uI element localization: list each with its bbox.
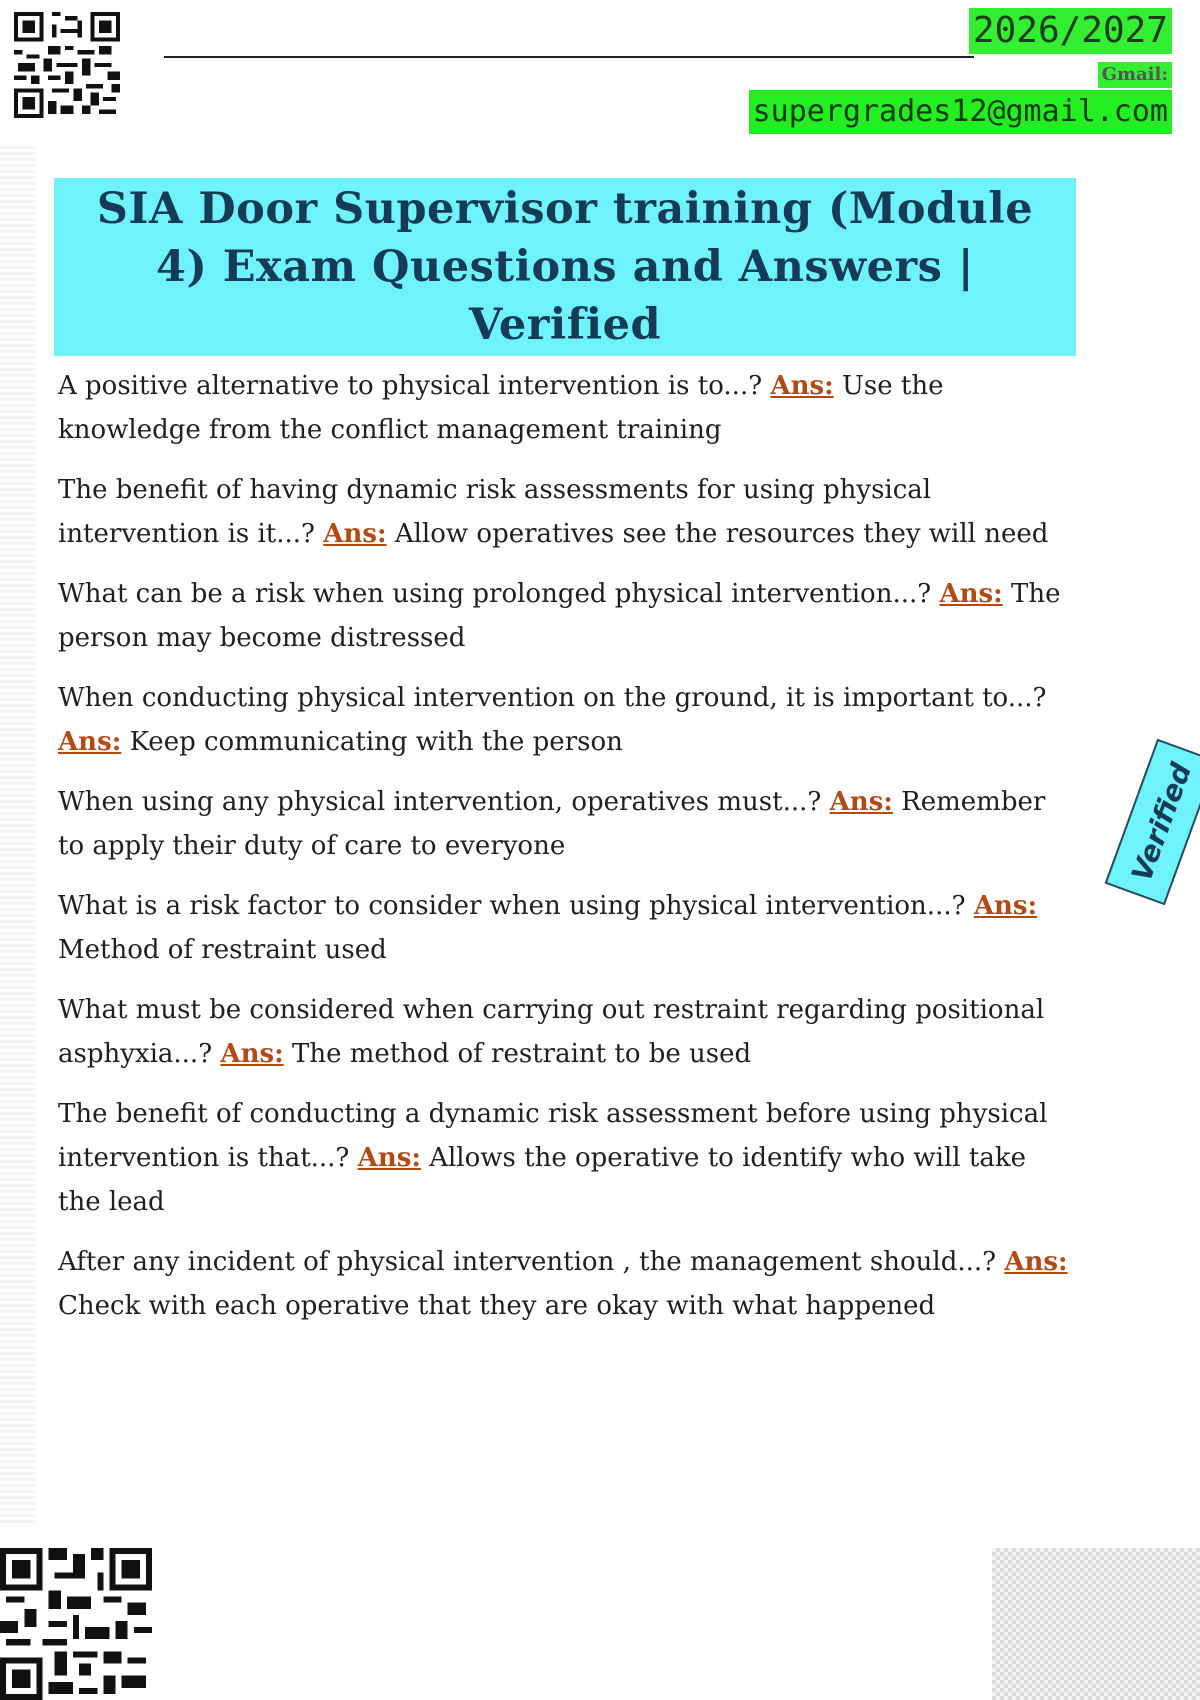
answer-label: Ans: — [1004, 1247, 1068, 1277]
question-text: What is a risk factor to consider when using physical intervention...? — [58, 891, 966, 921]
answer-text: Remember to apply their duty of care to everyone — [58, 787, 1046, 861]
qa-item — [58, 988, 1068, 1076]
document-title: SIA Door Supervisor training (Module 4) Exam Questions and Answers | Verified — [96, 184, 1034, 350]
answer-label: Ans: — [829, 787, 893, 817]
qa-item — [58, 676, 1068, 764]
title-banner — [54, 178, 1076, 356]
qr-code-icon — [0, 1548, 152, 1700]
qa-item — [58, 468, 1068, 556]
question-text: When using any physical intervention, operatives must...? — [58, 787, 822, 817]
header-rule — [164, 56, 974, 58]
qa-item — [58, 884, 1068, 972]
qa-item — [58, 1240, 1068, 1328]
answer-label: Ans: — [323, 519, 387, 549]
qa-item — [58, 572, 1068, 660]
answer-label: Ans: — [58, 727, 122, 757]
left-margin-strip — [0, 146, 36, 1526]
gmail-label: Gmail: — [1098, 62, 1172, 88]
qr-code-top — [14, 12, 120, 118]
question-text: After any incident of physical intervention , the management should...? — [58, 1247, 997, 1277]
qr-code-bottom — [0, 1548, 152, 1700]
contact-email[interactable]: supergrades12@gmail.com — [749, 90, 1172, 134]
qa-item — [58, 1092, 1068, 1224]
answer-label: Ans: — [973, 891, 1038, 921]
question-text: The benefit of having dynamic risk assessments for using physical intervention is it...? — [58, 475, 932, 549]
question-text: What can be a risk when using prolonged physical intervention...? — [58, 579, 932, 609]
answer-text: Check with each operative that they are okay with what happened — [58, 1291, 936, 1321]
qr-code-icon — [14, 12, 120, 118]
qa-item — [58, 780, 1068, 868]
answer-text: Allow operatives see the resources they will need — [394, 519, 1049, 549]
answer-text: The person may become distressed — [58, 579, 1061, 653]
answer-text: Allows the operative to identify who will take the lead — [58, 1143, 1026, 1217]
question-text: When conducting physical intervention on the ground, it is important to...? — [58, 683, 1047, 713]
checker-pattern-block — [992, 1548, 1200, 1700]
answer-text: The method of restraint to be used — [291, 1039, 752, 1069]
question-text: What must be considered when carrying out restraint regarding positional asphyxia...? — [58, 995, 1045, 1069]
answer-text: Use the knowledge from the conflict management training — [58, 371, 944, 445]
answer-text: Method of restraint used — [58, 935, 387, 965]
verified-stamp: Verified — [1105, 739, 1200, 906]
question-text: The benefit of conducting a dynamic risk assessment before using physical intervention is that...? — [58, 1099, 1048, 1173]
answer-label: Ans: — [220, 1039, 284, 1069]
year-badge: 2026/2027 — [969, 8, 1172, 54]
qa-item — [58, 364, 1068, 452]
question-text: A positive alternative to physical intervention is to...? — [58, 371, 763, 401]
qa-list — [58, 364, 1068, 1344]
answer-label: Ans: — [357, 1143, 421, 1173]
answer-label: Ans: — [939, 579, 1003, 609]
answer-label: Ans: — [770, 371, 834, 401]
answer-text: Keep communicating with the person — [129, 727, 623, 757]
